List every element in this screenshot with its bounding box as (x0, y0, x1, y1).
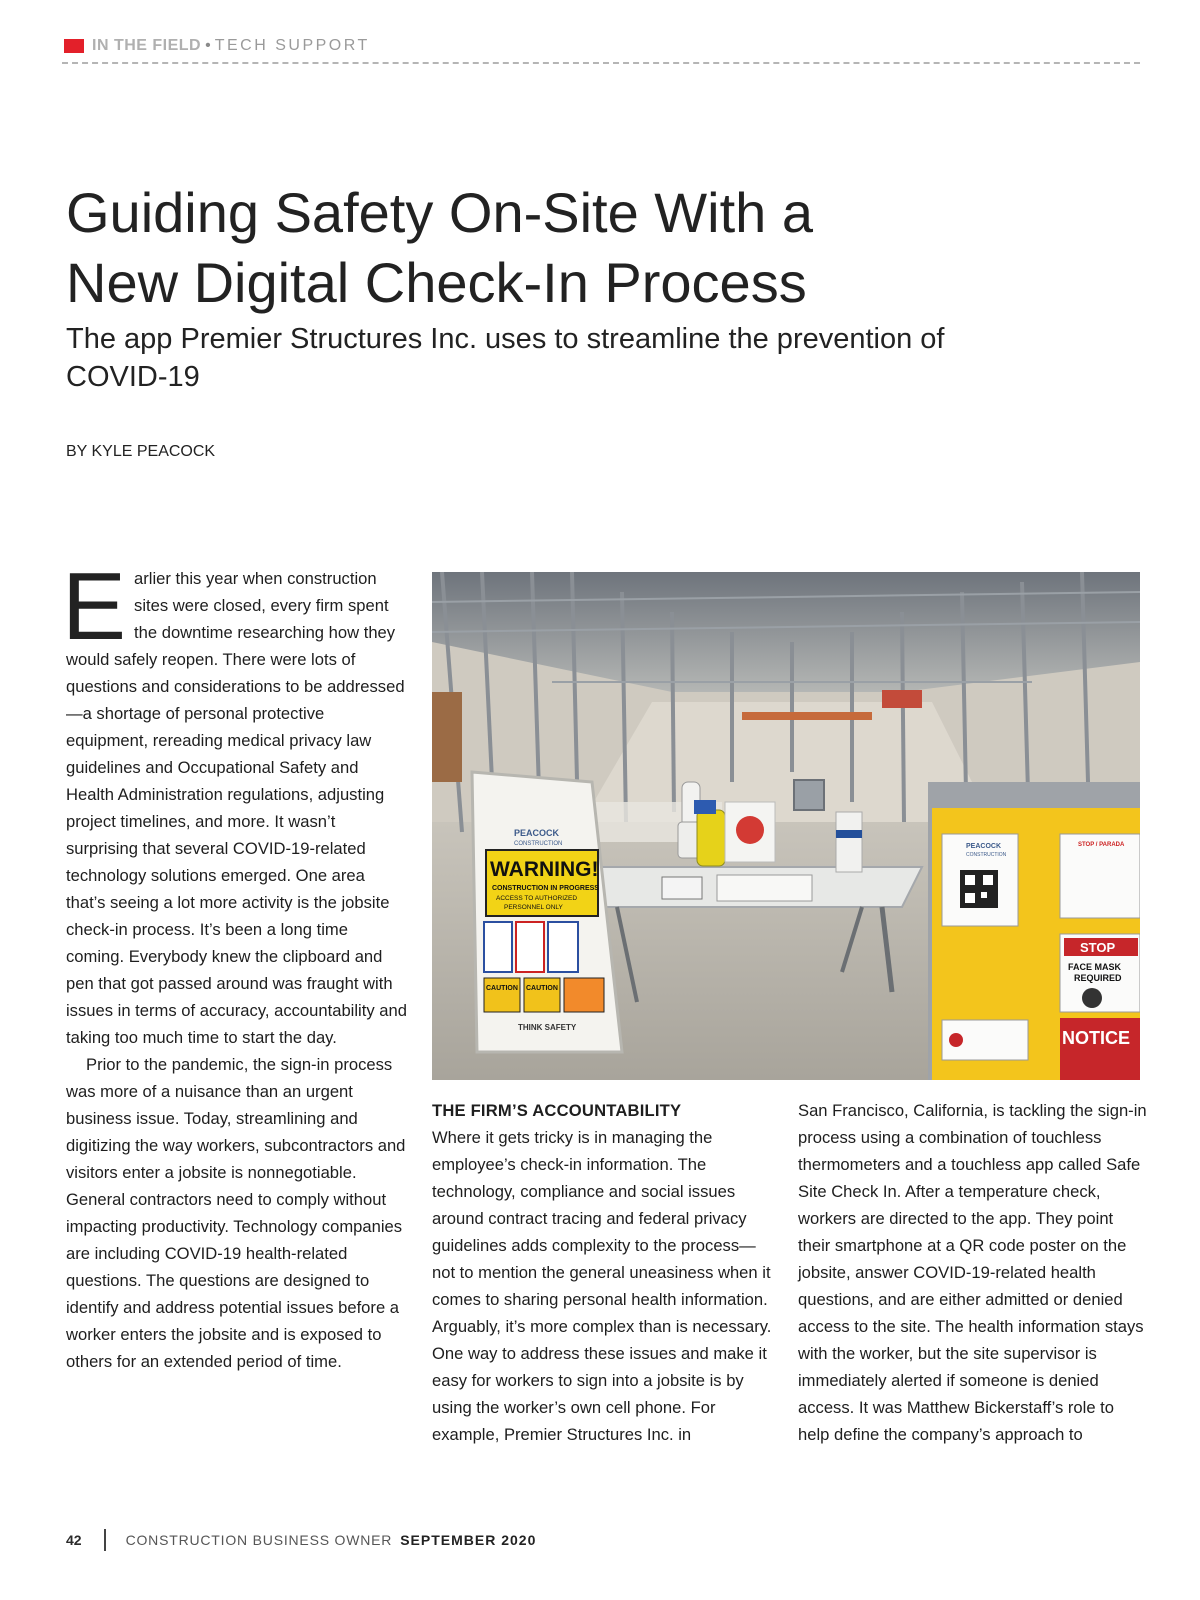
page-number: 42 (66, 1532, 82, 1548)
sign-right-brand: PEACOCK (966, 843, 1002, 850)
yellow-info-board (928, 782, 1140, 1080)
sign-right-stop-small: STOP / PARADA (1078, 842, 1125, 848)
sign-right-brand-sub: CONSTRUCTION (966, 852, 1007, 858)
issue-date: SEPTEMBER 2020 (400, 1532, 537, 1548)
sign-right-mask-2: REQUIRED (1074, 973, 1122, 983)
footer-divider (104, 1529, 106, 1551)
sign-left-brand: PEACOCK (514, 828, 560, 838)
page-footer (66, 1528, 536, 1552)
title-line-1: Guiding Safety On-Site With a (66, 181, 814, 244)
jobsite-checkin-photo (432, 572, 1140, 1080)
article-subtitle: The app Premier Structures Inc. uses to streamline the prevention of COVID-19 (66, 323, 945, 393)
paragraph-4: San Francisco, California, is tackling the sign-in process using a combination of touchless thermometers and a touchless app called Safe Site Check In. After a temperature check, workers are directed to the app. They point their smartphone at a QR code poster on the jobsite, answer COVID-19-related health questions, and are either admitted or denied access to the site. The health information stays with the worker, but the site supervisor is immediately alerted if someone is denied access. It was Matthew Bickerstaff’s role to help define the company’s approach to (798, 1101, 1147, 1444)
sign-right-mask-1: FACE MASK (1068, 962, 1122, 972)
body-column-1 (62, 553, 408, 1375)
paragraph-1-text: arlier this year when construction sites were closed, every firm spent the downtime researching how they would safely reopen. There were lots of questions and considerations to be addressed—a shortage of personal protective equipment, rereading medical privacy law guidelines and Occupational Safety and Health Administration regulations, adjusting project timelines, and more. It wasn’t surprising that several COVID-19-related technology solutions emerged. One area that’s seeing a lot more activity is the jobsite check-in process. It’s been a long time coming. Everybody knew the clipboard and pen that got passed around was fraught with issues in terms of accuracy, accountability and taking too much time to start the day. (66, 569, 407, 1047)
sign-left-warning: WARNING! (490, 858, 599, 881)
article-title (66, 178, 1046, 318)
section-subheading: THE FIRM’S ACCOUNTABILITY (432, 1101, 682, 1120)
section-name: IN THE FIELD (92, 37, 202, 54)
drop-cap: E (62, 553, 127, 660)
body-column-3 (798, 1097, 1148, 1448)
section-separator: • (205, 37, 211, 54)
paragraph-2: Prior to the pandemic, the sign-in process was more of a nuisance than an urgent business issue. Today, streamlining and digitizing the way workers, subcontractors and visitors enter a jobsite is nonnegotiable. General contractors need to comply without impacting productivity. Technology companies are including COVID-19 health-related questions. The questions are designed to identify and address potential issues before a worker enters the jobsite and is exposed to others for an extended period of time. (66, 1055, 406, 1371)
title-line-2: New Digital Check-In Process (66, 251, 807, 314)
byline: BY KYLE PEACOCK (66, 443, 216, 460)
paragraph-3: Where it gets tricky is in managing the employee’s check-in information. The technology, compliance and social issues around contract tracing and federal privacy guidelines adds complexity to the process—not to mention the general uneasiness when it comes to sharing personal health information. Arguably, it’s more complex than is necessary. One way to address these issues and make it easy for workers to sign into a jobsite is by using the worker’s own cell phone. For example, Premier Structures Inc. in (432, 1128, 772, 1444)
sign-left-warning-sub: CONSTRUCTION IN PROGRESS (492, 885, 599, 892)
body-column-2 (432, 1097, 774, 1448)
sign-left-footer: THINK SAFETY (518, 1023, 577, 1032)
publication-name: CONSTRUCTION BUSINESS OWNER (125, 1532, 393, 1548)
sign-left-caution-2: CAUTION (526, 985, 558, 992)
paragraph-1 (62, 553, 408, 1051)
header-dashed-rule (62, 62, 1140, 64)
section-tag (64, 36, 370, 56)
sign-left-warning-sub2: ACCESS TO AUTHORIZED (496, 895, 578, 902)
sign-left-caution-1: CAUTION (486, 985, 518, 992)
sign-left-brand-sub: CONSTRUCTION (514, 841, 563, 847)
section-color-marker (64, 39, 84, 53)
sign-right-notice: NOTICE (1062, 1028, 1131, 1048)
sign-left-warning-sub3: PERSONNEL ONLY (504, 904, 563, 911)
subsection-name: TECH SUPPORT (214, 37, 370, 54)
sign-right-stop: STOP (1080, 940, 1116, 955)
